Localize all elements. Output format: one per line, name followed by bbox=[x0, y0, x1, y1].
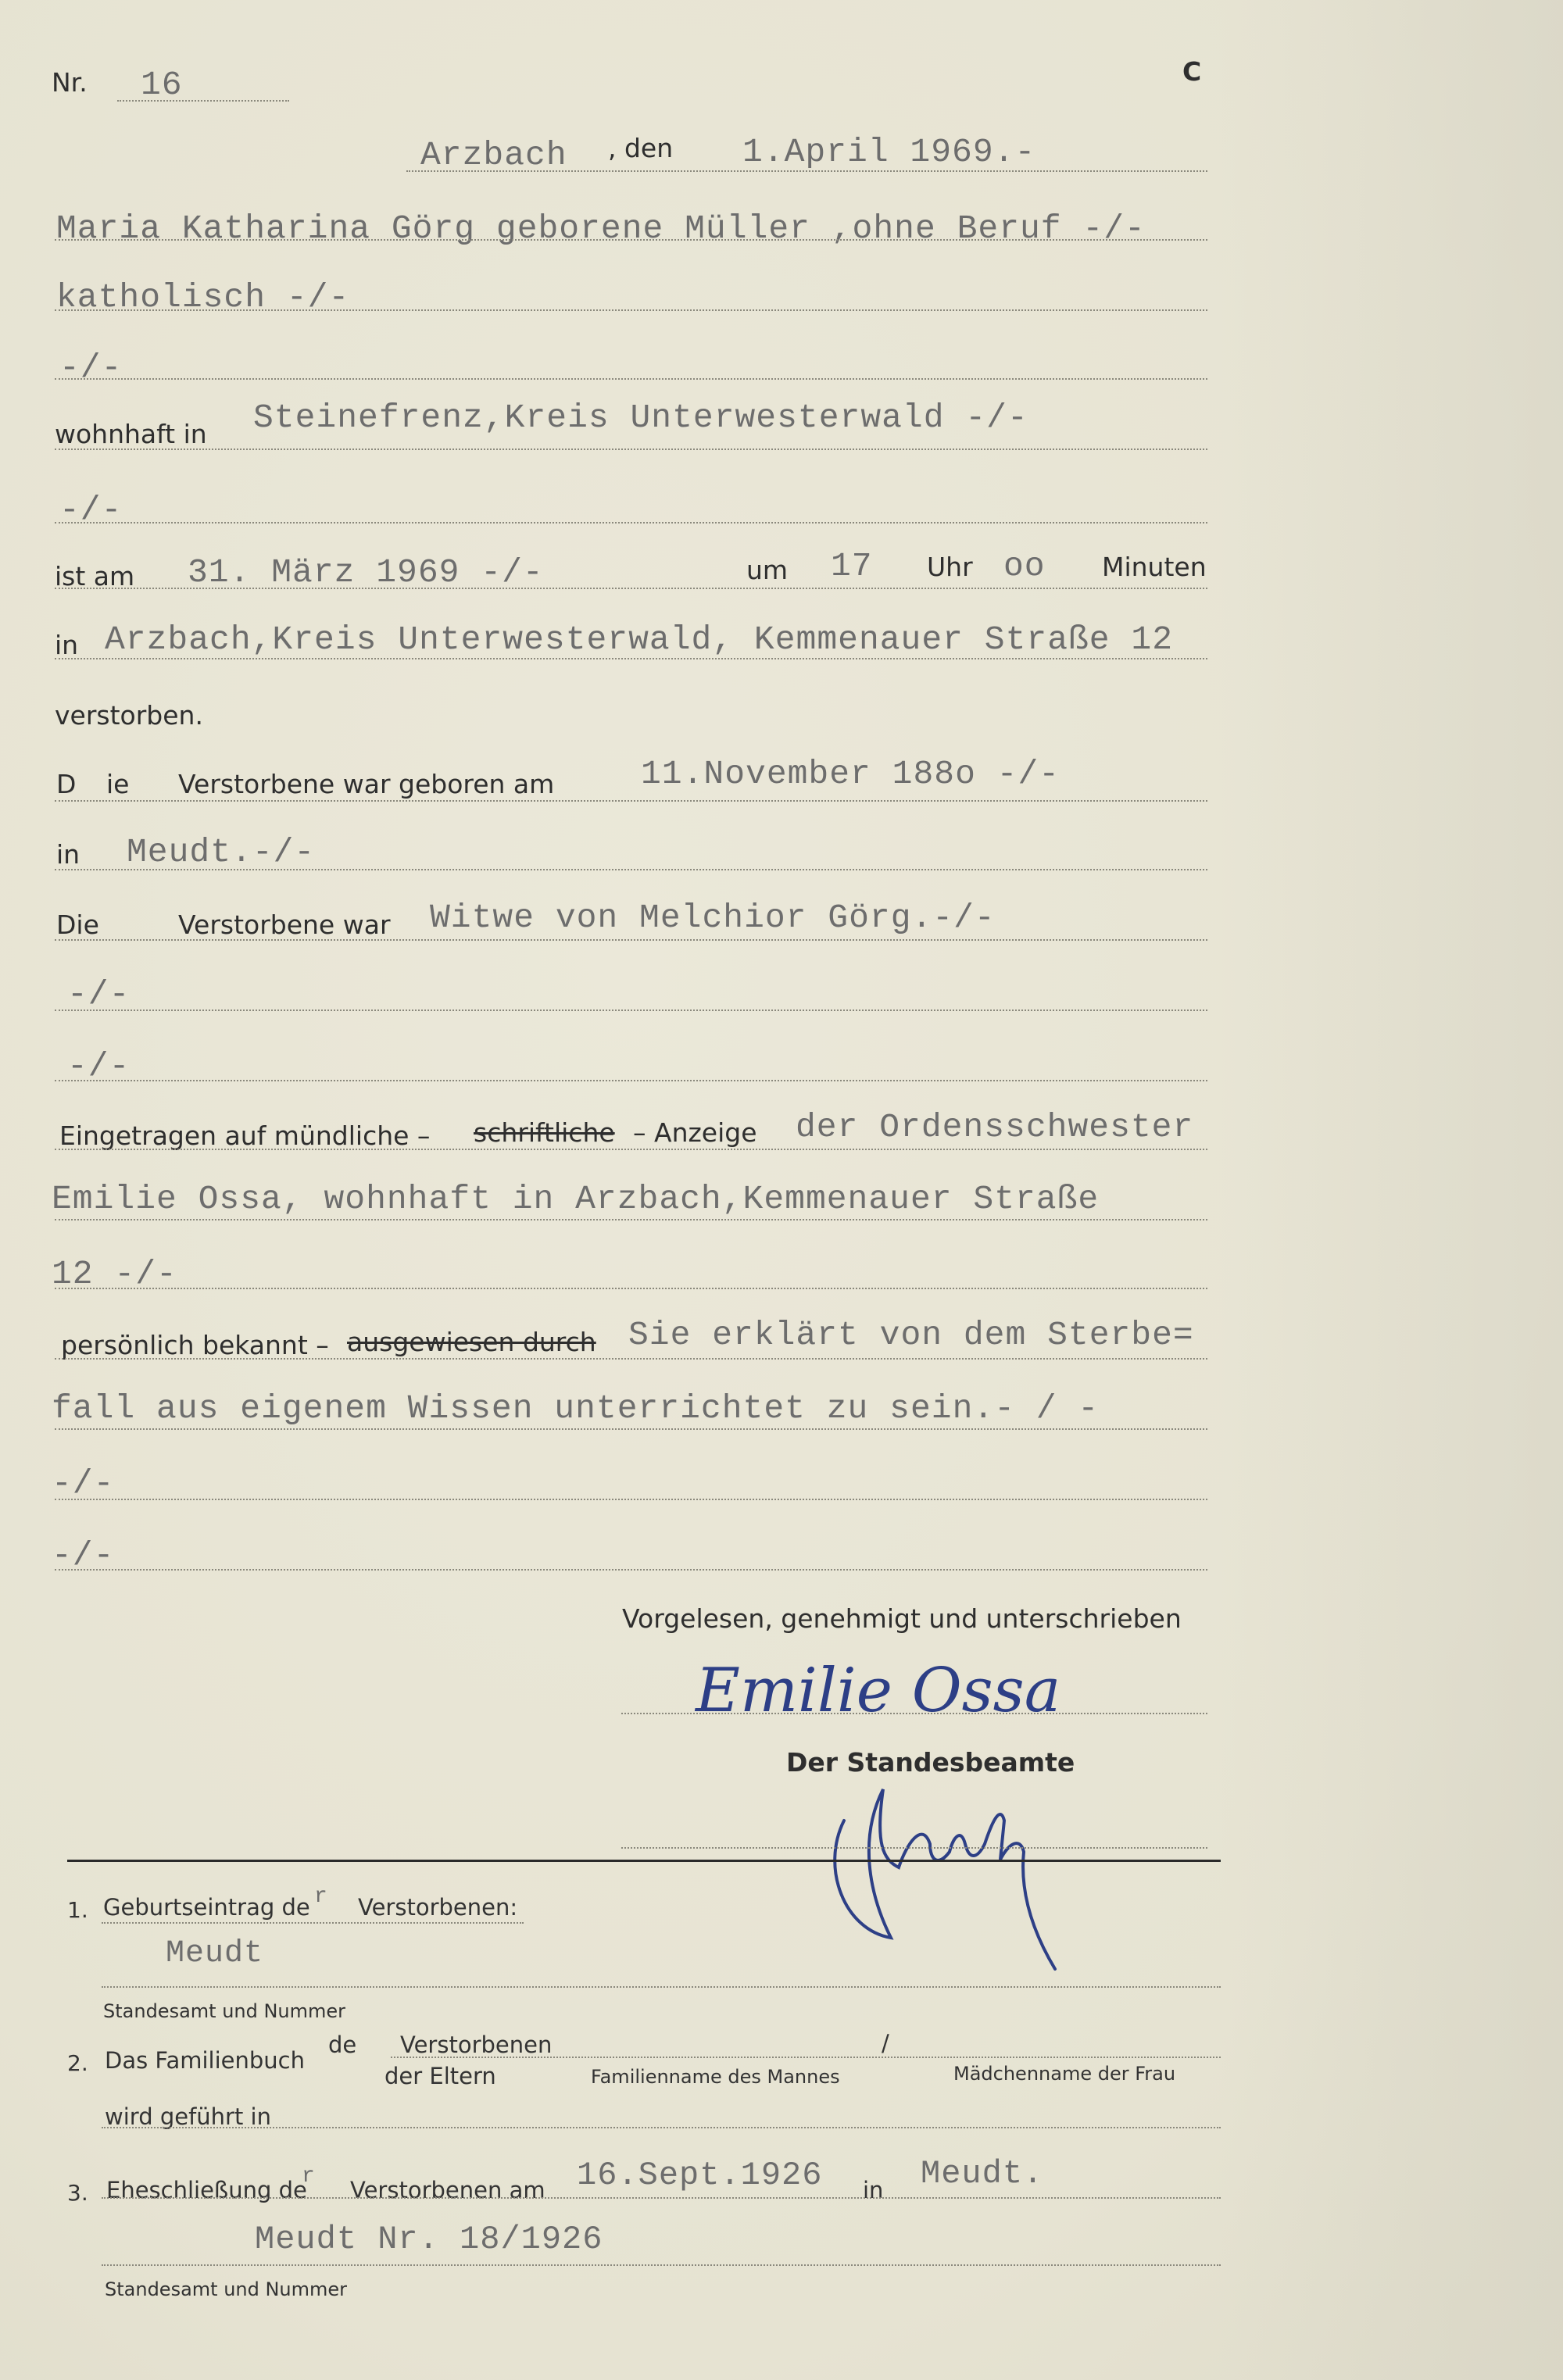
residence-value: Steinefrenz,Kreis Unterwesterwald -/- bbox=[253, 398, 1028, 437]
item2-line-2 bbox=[102, 2127, 1221, 2128]
item2-label-2: wird geführt in bbox=[105, 2103, 271, 2130]
item3-date: 16.Sept.1926 bbox=[577, 2157, 823, 2194]
religion: katholisch -/- bbox=[56, 278, 350, 316]
eingetragen-struck: schriftliche bbox=[474, 1117, 615, 1148]
blank-line-1: -/- bbox=[59, 348, 123, 387]
line-death-date bbox=[55, 588, 1207, 589]
item3-in: in bbox=[863, 2177, 884, 2203]
place-value: Arzbach bbox=[420, 136, 567, 174]
informant-signature bbox=[688, 1649, 1110, 1731]
verstorben-label: verstorben. bbox=[55, 700, 203, 731]
registrar-label: Der Standesbeamte bbox=[786, 1747, 1075, 1778]
item1-label-line bbox=[102, 1922, 524, 1924]
svg-text:Emilie Ossa: Emilie Ossa bbox=[696, 1656, 1061, 1726]
nr-line bbox=[117, 100, 289, 102]
line-marital bbox=[55, 939, 1207, 941]
item1-label: Geburtseintrag de bbox=[103, 1894, 310, 1921]
line-religion bbox=[55, 309, 1207, 311]
line-informant-1 bbox=[55, 1149, 1207, 1150]
den-label: , den bbox=[608, 133, 674, 163]
in-label-2: in bbox=[56, 839, 80, 870]
line-blank-1 bbox=[55, 378, 1207, 380]
item3-caption: Standesamt und Nummer bbox=[105, 2278, 348, 2300]
death-minutes: oo bbox=[1003, 547, 1046, 585]
item2-line bbox=[391, 2057, 1221, 2058]
line-death-place bbox=[55, 658, 1207, 659]
line-informant-2 bbox=[55, 1219, 1207, 1220]
war-label-die: Die bbox=[56, 909, 99, 940]
item2-caption-frau: Mädchenname der Frau bbox=[953, 2063, 1176, 2085]
um-label: um bbox=[746, 555, 789, 585]
bekannt-struck: ausgewiesen durch bbox=[347, 1327, 596, 1357]
blank-line-5: -/- bbox=[52, 1464, 115, 1503]
registrar-signature bbox=[813, 1774, 1078, 1981]
death-place: Arzbach,Kreis Unterwesterwald, Kemmenauer Straße 12 bbox=[105, 620, 1174, 659]
ist-am-label: ist am bbox=[55, 561, 135, 591]
line-declaration-1 bbox=[55, 1358, 1207, 1360]
line-blank-3 bbox=[55, 1010, 1207, 1011]
item3-superscript: r bbox=[302, 2164, 316, 2189]
declaration-line-1: Sie erklärt von dem Sterbe= bbox=[628, 1316, 1194, 1354]
item3-label-2: Verstorbenen am bbox=[350, 2177, 545, 2203]
item3-place: Meudt. bbox=[921, 2155, 1044, 2192]
read-approved-label: Vorgelesen, genehmigt und unterschrieben bbox=[622, 1603, 1182, 1634]
death-date: 31. März 1969 -/- bbox=[188, 553, 544, 591]
line-blank-5 bbox=[55, 1499, 1207, 1500]
item3-number: 3. bbox=[67, 2180, 88, 2206]
item1-label-2: Verstorbenen: bbox=[358, 1894, 518, 1921]
item1-value: Meudt bbox=[166, 1936, 264, 1971]
geboren-label: Verstorbene war geboren am bbox=[178, 769, 555, 799]
in-label: in bbox=[55, 630, 79, 660]
blank-line-4: -/- bbox=[67, 1047, 131, 1085]
item1-number: 1. bbox=[67, 1897, 88, 1923]
anzeige-label: – Anzeige bbox=[633, 1117, 757, 1148]
blank-line-3: -/- bbox=[67, 975, 131, 1013]
item2-option-1: Verstorbenen bbox=[400, 2032, 553, 2058]
corner-mark: C bbox=[1182, 56, 1202, 87]
line-birth-date bbox=[55, 800, 1207, 802]
informant-line-3: 12 -/- bbox=[52, 1255, 177, 1293]
blank-line-2: -/- bbox=[59, 491, 123, 529]
wohnhaft-label: wohnhaft in bbox=[55, 419, 207, 449]
item2-number: 2. bbox=[67, 2050, 88, 2076]
item3-value-line bbox=[102, 2264, 1221, 2266]
item3-value: Meudt Nr. 18/1926 bbox=[255, 2221, 603, 2258]
divider-line bbox=[67, 1860, 1221, 1862]
eingetragen-label: Eingetragen auf mündliche – bbox=[59, 1120, 431, 1151]
line-informant-3 bbox=[55, 1288, 1207, 1289]
item2-caption-mann: Familienname des Mannes bbox=[591, 2066, 840, 2088]
declaration-line-2: fall aus eigenem Wissen unterrichtet zu sein.- / - bbox=[52, 1389, 1100, 1428]
item1-caption: Standesamt und Nummer bbox=[103, 2000, 346, 2022]
item3-line bbox=[102, 2197, 1221, 2199]
item2-slash: / bbox=[882, 2030, 889, 2057]
deceased-name: Maria Katharina Görg geborene Müller ,ohne Beruf -/- bbox=[56, 209, 1146, 248]
line-declaration-2 bbox=[55, 1428, 1207, 1430]
item2-option-2: der Eltern bbox=[384, 2063, 496, 2089]
date-value: 1.April 1969.- bbox=[742, 133, 1036, 171]
war-label: Verstorbene war bbox=[178, 909, 391, 940]
line-name bbox=[55, 239, 1207, 241]
marital-status: Witwe von Melchior Görg.-/- bbox=[430, 899, 996, 937]
line-blank-4 bbox=[55, 1080, 1207, 1081]
bleed-through-shadow bbox=[1219, 0, 1563, 2380]
line-informant-signature bbox=[621, 1713, 1207, 1714]
informant-line-2: Emilie Ossa, wohnhaft in Arzbach,Kemmenauer Straße bbox=[52, 1180, 1100, 1218]
bekannt-label: persönlich bekannt – bbox=[61, 1330, 329, 1360]
nr-label: Nr. bbox=[52, 67, 88, 98]
birth-date: 11.November 188o -/- bbox=[641, 755, 1060, 793]
nr-value: 16 bbox=[141, 66, 183, 104]
item3-label: Eheschließung de bbox=[106, 2177, 307, 2203]
death-hour: 17 bbox=[831, 547, 873, 585]
item1-value-line bbox=[102, 1986, 1221, 1988]
geboren-label-d: D bbox=[56, 769, 77, 799]
birth-place: Meudt.-/- bbox=[127, 833, 316, 871]
uhr-label: Uhr bbox=[927, 552, 973, 582]
minuten-label: Minuten bbox=[1102, 552, 1207, 582]
line-blank-6 bbox=[55, 1569, 1207, 1571]
geboren-label-ie: ie bbox=[106, 769, 130, 799]
line-residence bbox=[55, 448, 1207, 450]
line-birth-place bbox=[55, 869, 1207, 870]
line-blank-2 bbox=[55, 522, 1207, 524]
item1-superscript: r bbox=[314, 1885, 328, 1909]
informant-line-1: der Ordensschwester bbox=[796, 1108, 1194, 1146]
blank-line-6: -/- bbox=[52, 1536, 115, 1574]
line-registrar-signature bbox=[621, 1847, 1207, 1849]
item2-label: Das Familienbuch bbox=[105, 2047, 305, 2074]
item2-de: de bbox=[328, 2032, 357, 2058]
date-line bbox=[406, 170, 1207, 172]
